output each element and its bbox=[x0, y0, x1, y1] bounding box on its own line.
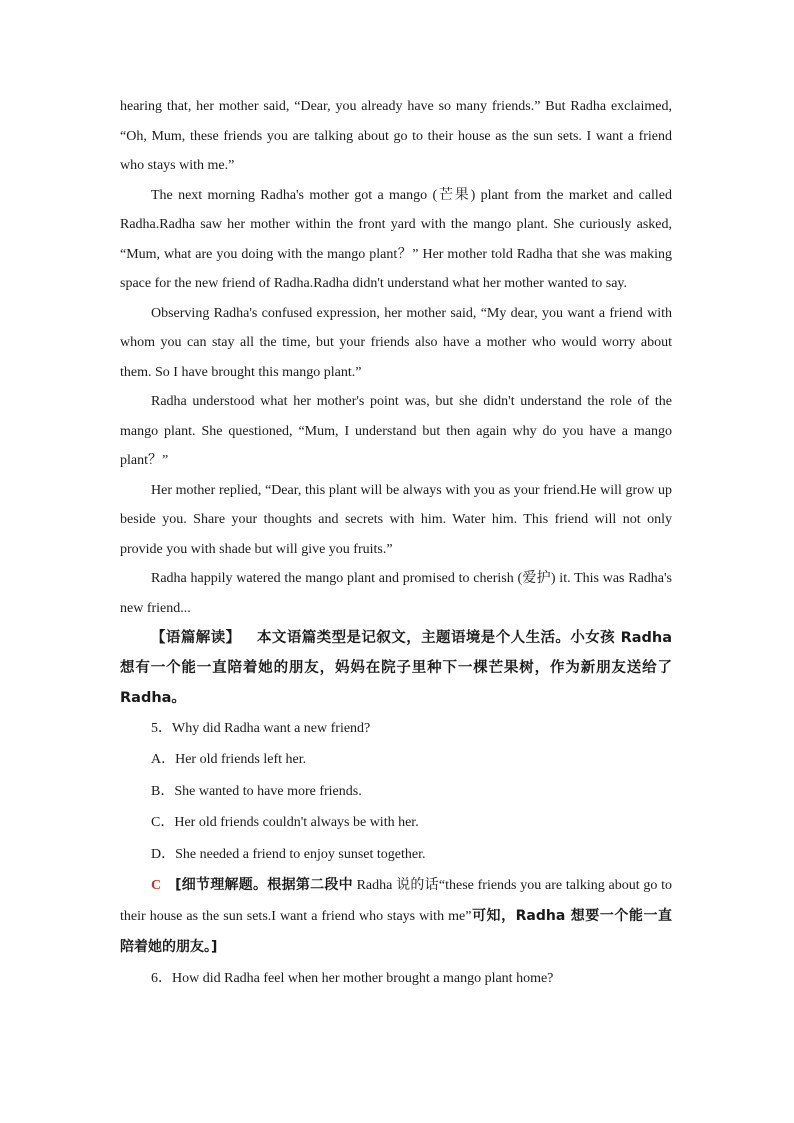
analysis-tag: 【语篇解读】 bbox=[151, 630, 241, 646]
story-paragraph-5: Her mother replied, “Dear, this plant will be always with you as your friend.He will grow up beside you. Share your thoughts and secrets with him. Water him. This friend will not only provide you with shade but will give you fruits.” bbox=[120, 482, 672, 557]
answer-key: C bbox=[151, 878, 162, 893]
question-5-stem: 5．Why did Radha want a new friend? bbox=[151, 721, 371, 736]
passage-analysis bbox=[120, 623, 672, 713]
question-5-option-b: B．She wanted to have more friends. bbox=[151, 783, 362, 799]
story-paragraph-3: Observing Radha's confused expression, her mother said, “My dear, you want a friend with whom you can stay all the time, but your friends also have a mother who would worry about them. So I have brought this mango plant.” bbox=[120, 305, 672, 380]
document-page bbox=[120, 92, 672, 994]
answer-explanation-a: [细节理解题。根据第二段中 bbox=[175, 877, 353, 893]
question-5-answer bbox=[120, 870, 672, 963]
question-6-stem: 6．How did Radha feel when her mother brought a mango plant home? bbox=[151, 971, 554, 986]
question-5-option-d: D．She needed a friend to enjoy sunset together. bbox=[151, 846, 426, 862]
analysis-text: 本文语篇类型是记叙文，主题语境是个人生活。小女孩 Radha 想有一个能一直陪着她的朋友，妈妈在院子里种下一棵芒果树，作为新朋友送给了 Radha。 bbox=[120, 630, 673, 706]
story-paragraph-1: hearing that, her mother said, “Dear, you already have so many friends.” But Radha exclaimed, “Oh, Mum, these friends you are talking about go to their house as the sun sets. I want a friend who stays with me.” bbox=[120, 99, 672, 173]
question-5-option-a: A．Her old friends left her. bbox=[151, 752, 307, 767]
question-5-option-c: C．Her old friends couldn't always be with her. bbox=[151, 815, 419, 830]
story-paragraph-4: Radha understood what her mother's point was, but she didn't understand the role of the mango plant. She questioned, “Mum, I understand but then again why do you have a mango plant？” bbox=[120, 394, 672, 468]
answer-explanation-c: 可知，Radha 想要一个能一直陪着她的朋友。] bbox=[120, 908, 672, 955]
story-paragraph-6: Radha happily watered the mango plant and promised to cherish (爱护) it. This was Radha's new friend... bbox=[120, 571, 672, 616]
answer-explanation-b: Radha 说的话“these friends you are talking about go to their house as the sun sets.I want a friend who stays with me” bbox=[120, 878, 672, 924]
story-paragraph-2: The next morning Radha's mother got a mango (芒果) plant from the market and called Radha.Radha saw her mother within the front yard with the mango plant. She curiously asked, “Mum, what are you doing with the mango plant？” Her mother told Radha that she was making space for the new friend of Radha.Radha didn't understand what her mother wanted to say. bbox=[120, 187, 672, 291]
